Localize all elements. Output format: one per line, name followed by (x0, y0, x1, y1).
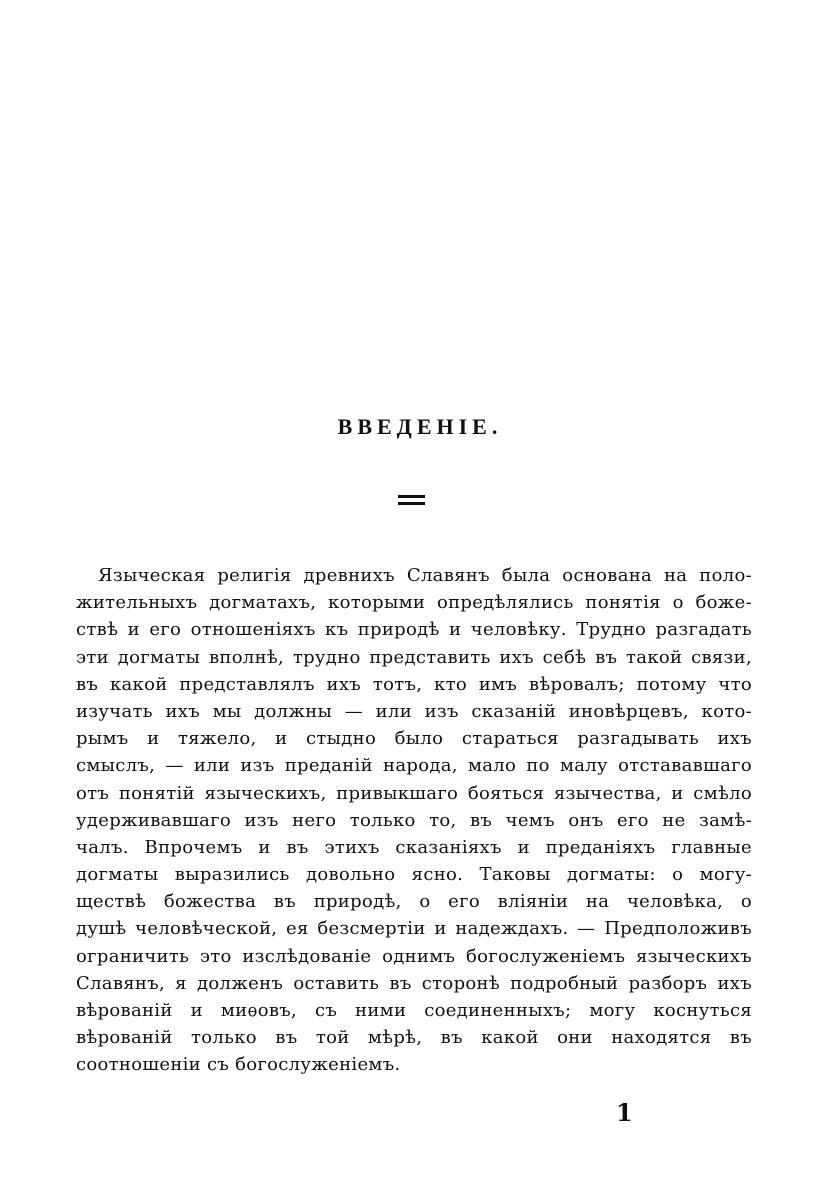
paragraph-line: ограничить это изслѣдованіе однимъ богослуженіемъ языческихъ (76, 945, 752, 967)
paragraph-line: эти догматы вполнѣ, трудно представить ихъ себѣ въ такой связи, (76, 646, 752, 668)
paragraph-line: Славянъ, я долженъ оставить въ сторонѣ подробный разборъ ихъ (76, 972, 752, 994)
page-number: 1 (616, 1098, 633, 1127)
paragraph-line: ществѣ божества въ природѣ, о его вліяніи на человѣка, о (76, 891, 752, 913)
paragraph-line: догматы выразились довольно ясно. Таковы догматы: о могу- (76, 864, 752, 886)
heading-rule-bottom (398, 502, 425, 505)
paragraph-line: вѣрованій только въ той мѣрѣ, въ какой они находятся въ (76, 1027, 752, 1049)
paragraph-line: смыслъ, — или изъ преданій народа, мало по малу отстававшаго (76, 755, 752, 777)
introduction-paragraph (76, 562, 752, 1079)
paragraph-line: отъ понятій языческихъ, привыкшаго бояться язычества, и смѣло (76, 782, 752, 804)
paragraph-line: изучать ихъ мы должны — или изъ сказаній иновѣрцевъ, кото- (76, 700, 752, 722)
paragraph-line: Языческая религія древнихъ Славянъ была основана на поло- (98, 565, 752, 586)
paragraph-line: ствѣ и его отношеніяхъ къ природѣ и человѣку. Трудно разгадать (76, 619, 752, 641)
paragraph-line: чалъ. Впрочемъ и въ этихъ сказаніяхъ и преданіяхъ главные (76, 836, 752, 858)
chapter-heading: ВВЕДЕНІЕ. (337, 414, 503, 439)
paragraph-line: соотношеніи съ богослуженіемъ. (76, 1054, 401, 1076)
paragraph-line: въ какой представлялъ ихъ тотъ, кто имъ вѣровалъ; потому что (76, 673, 752, 695)
paragraph-line: удерживавшаго изъ него только то, въ чемъ онъ его не замѣ- (76, 809, 752, 831)
heading-rule-top (398, 495, 425, 498)
paragraph-line: рымъ и тяжело, и стыдно было стараться разгадывать ихъ (76, 728, 752, 750)
paragraph-line: душѣ человѣческой, ея безсмертіи и надеждахъ. — Предположивъ (76, 918, 752, 940)
paragraph-line: вѣрованій и миѳовъ, съ ними соединенныхъ; могу коснуться (76, 1000, 752, 1021)
paragraph-line: жительныхъ догматахъ, которыми опредѣлялись понятія о боже- (76, 592, 752, 614)
